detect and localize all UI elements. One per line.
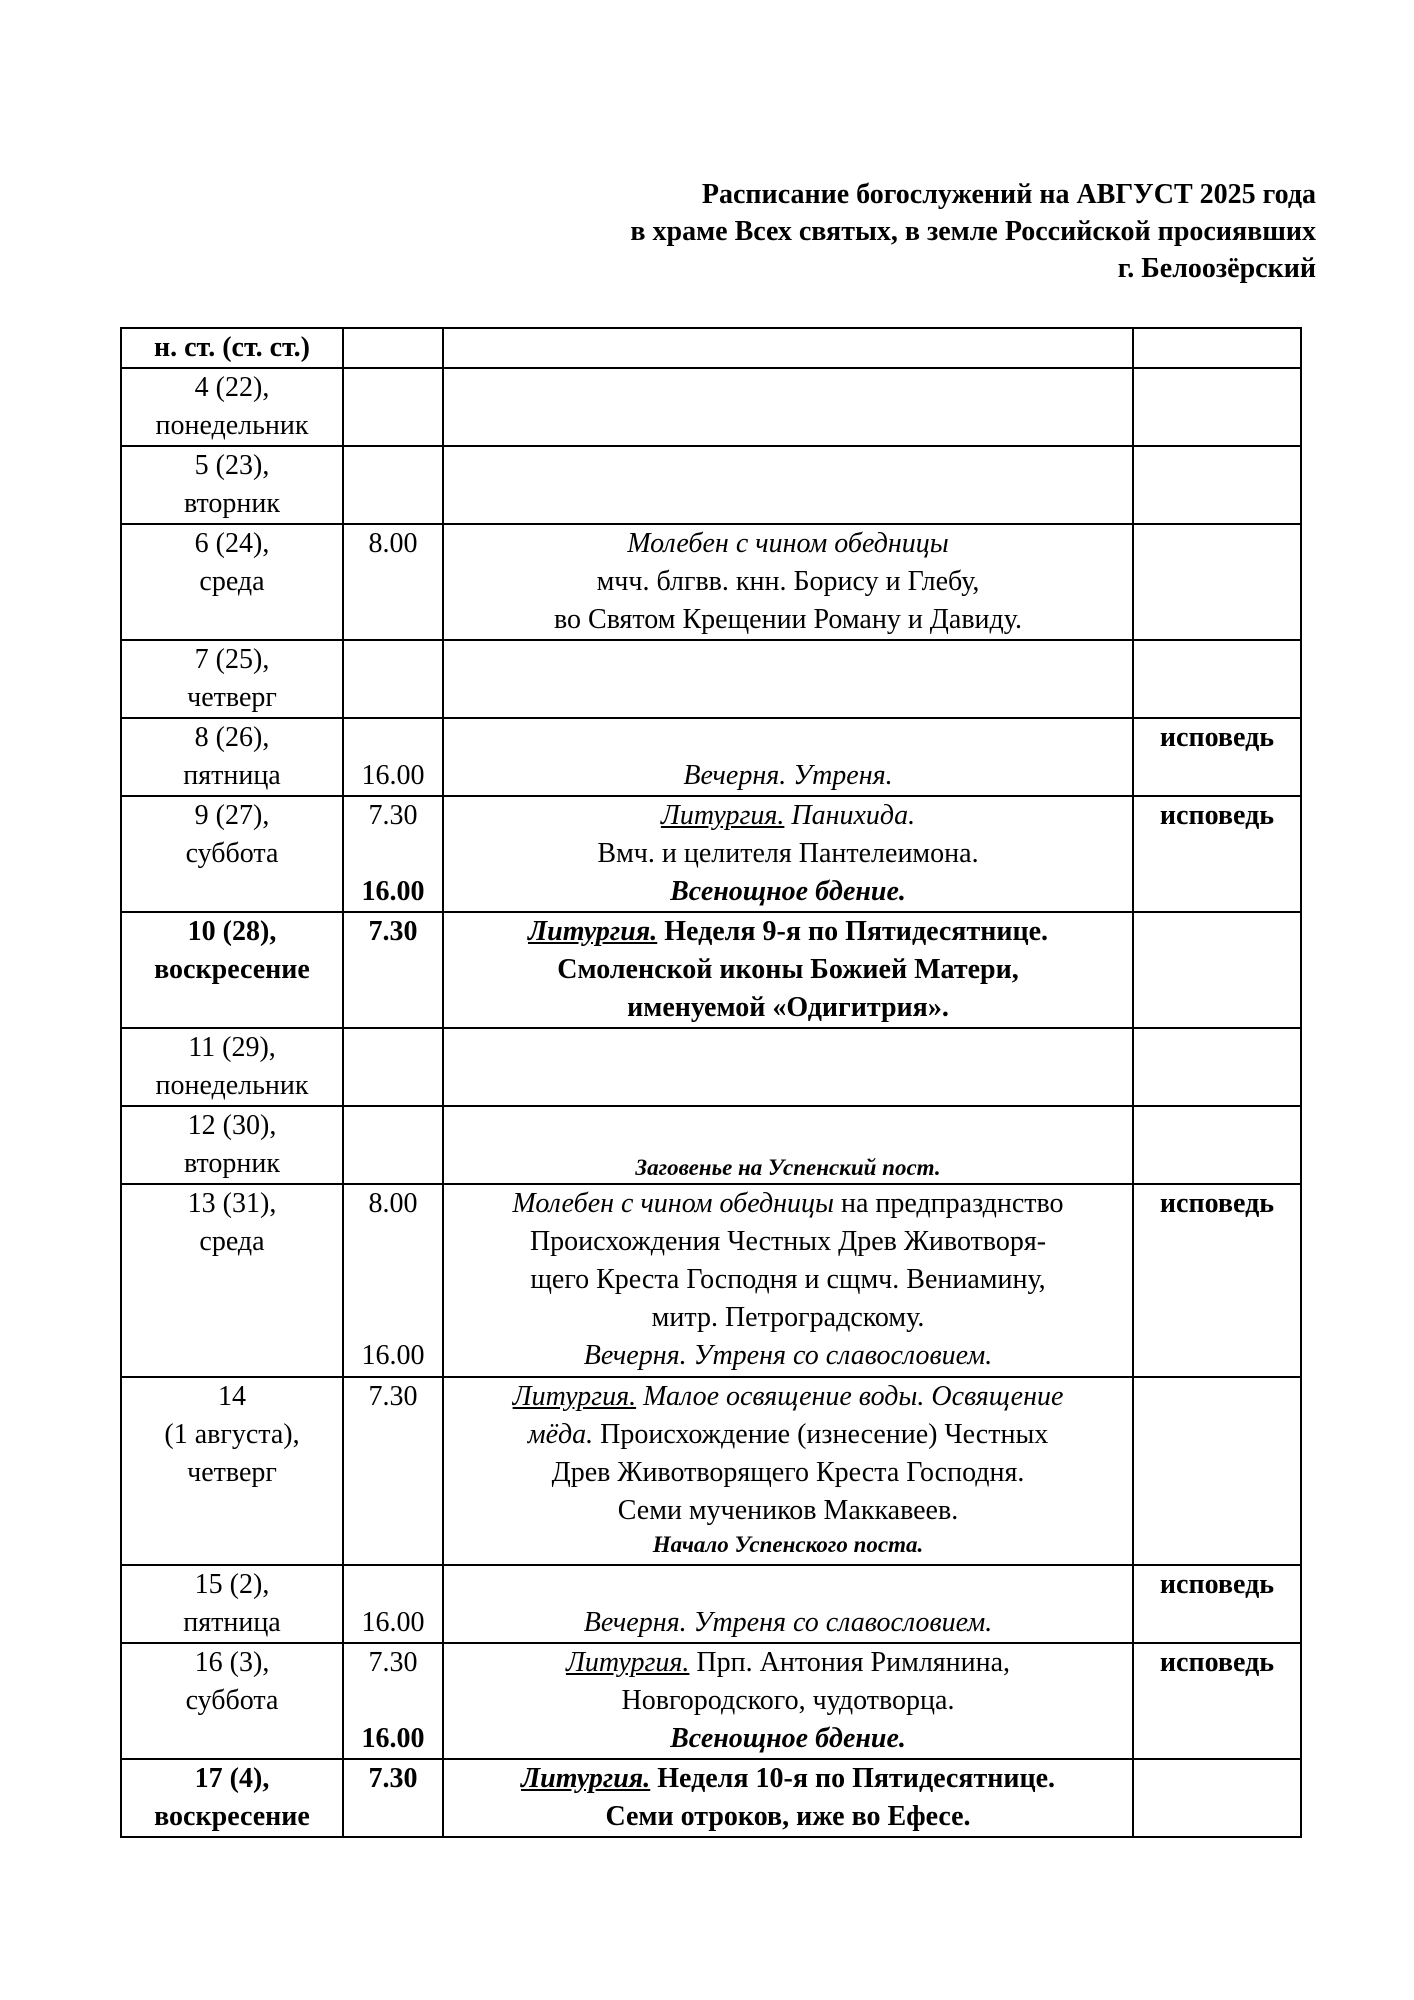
time-cell: 16.00 (343, 1565, 443, 1643)
table-row (121, 368, 1301, 446)
column-header-date: н. ст. (ст. ст.) (121, 328, 343, 368)
service-cell: Литургия. Малое освящение воды. Освящение мёда. Происхождение (изнесение) Честных Древ Животворящего Креста Господня. Семи мучеников Маккавеев. Начало Успенского поста. (443, 1377, 1133, 1565)
table-row (121, 718, 1301, 796)
table-row (121, 524, 1301, 640)
time-cell: 7.30 (343, 1377, 443, 1565)
table-row (121, 446, 1301, 524)
time-cell: 16.00 (343, 718, 443, 796)
time-cell: 8.00 16.00 (343, 1184, 443, 1377)
table-row (121, 796, 1301, 912)
confession-label: исповедь (1133, 1643, 1301, 1759)
table-row (121, 1106, 1301, 1184)
day-cell: 17 (4), воскресение (121, 1759, 343, 1837)
day-cell: 10 (28), воскресение (121, 912, 343, 1028)
header-title: Расписание богослужений на АВГУСТ 2025 года (701, 179, 1316, 210)
table-row (121, 1759, 1301, 1837)
table-row (121, 912, 1301, 1028)
service-cell: Молебен с чином обедницы мчч. блгвв. кнн. Борису и Глебу, во Святом Крещении Роману и Давиду. (443, 524, 1133, 640)
day-cell: 14 (1 августа), четверг (121, 1377, 343, 1565)
service-cell: Вечерня. Утреня со славословием. (443, 1565, 1133, 1643)
table-row (121, 1643, 1301, 1759)
day-cell: 4 (22), понедельник (121, 368, 343, 446)
time-cell: 7.30 16.00 (343, 796, 443, 912)
service-cell: Литургия. Прп. Антония Римлянина, Новгородского, чудотворца. Всенощное бдение. (443, 1643, 1133, 1759)
day-cell: 12 (30), вторник (121, 1106, 343, 1184)
time-cell: 7.30 (343, 912, 443, 1028)
day-cell: 15 (2), пятница (121, 1565, 343, 1643)
table-header-row (121, 328, 1301, 368)
header-church: в храме Всех святых, в земле Российской просиявших (630, 216, 1316, 247)
header-city: г. Белоозёрский (1117, 253, 1316, 284)
day-cell: 11 (29), понедельник (121, 1028, 343, 1106)
day-cell: 5 (23), вторник (121, 446, 343, 524)
service-cell: Вечерня. Утреня. (443, 718, 1133, 796)
service-cell: Заговенье на Успенский пост. (443, 1106, 1133, 1184)
table-row (121, 1184, 1301, 1377)
schedule-table (120, 327, 1302, 1838)
table-row (121, 640, 1301, 718)
service-cell: Литургия. Неделя 10-я по Пятидесятнице. Семи отроков, иже во Ефесе. (443, 1759, 1133, 1837)
day-cell: 6 (24), среда (121, 524, 343, 640)
day-cell: 9 (27), суббота (121, 796, 343, 912)
confession-label: исповедь (1133, 796, 1301, 912)
confession-label: исповедь (1133, 1184, 1301, 1377)
day-cell: 16 (3), суббота (121, 1643, 343, 1759)
time-cell: 8.00 (343, 524, 443, 640)
time-cell: 7.30 (343, 1759, 443, 1837)
service-cell: Молебен с чином обедницы на предпразднство Происхождения Честных Древ Животворя- щего Креста Господня и сщмч. Вениамину, митр. Петроградскому. Вечерня. Утреня со славословием. (443, 1184, 1133, 1377)
service-cell: Литургия. Панихида. Вмч. и целителя Пантелеимона. Всенощное бдение. (443, 796, 1133, 912)
confession-label: исповедь (1133, 718, 1301, 796)
day-cell: 7 (25), четверг (121, 640, 343, 718)
table-row (121, 1565, 1301, 1643)
day-cell: 8 (26), пятница (121, 718, 343, 796)
day-cell: 13 (31), среда (121, 1184, 343, 1377)
table-row (121, 1028, 1301, 1106)
time-cell: 7.30 16.00 (343, 1643, 443, 1759)
confession-label: исповедь (1133, 1565, 1301, 1643)
service-cell: Литургия. Неделя 9-я по Пятидесятнице. Смоленской иконы Божией Матери, именуемой «Одигитрия». (443, 912, 1133, 1028)
page-header (630, 176, 1316, 287)
table-row (121, 1377, 1301, 1565)
